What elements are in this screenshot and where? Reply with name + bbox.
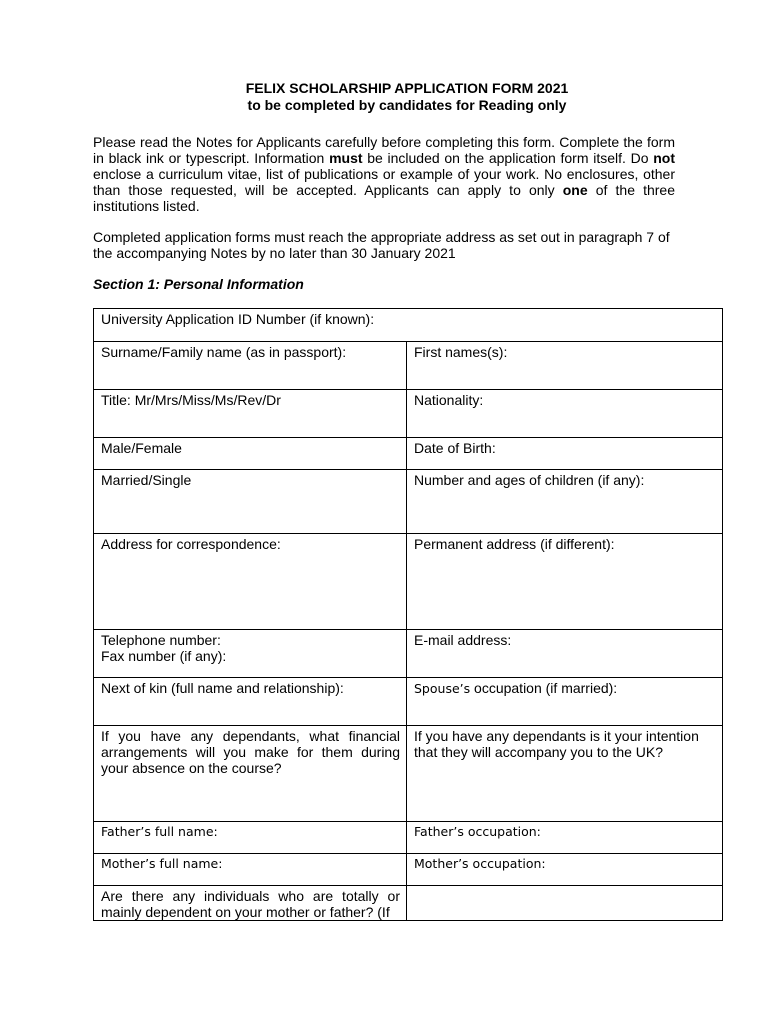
dependants-accompany-field[interactable]: If you have any dependants is it your intention that they will accompany you to the UK? [407, 726, 723, 822]
intro-text-4: of the three institutions listed. [93, 182, 676, 214]
first-names-field[interactable]: First names(s): [407, 342, 723, 390]
intro-text-1: Please read the Notes for Applicants carefully before completing this form. Complete the form in black ink or typescript. Information [93, 134, 675, 166]
title-line-1: FELIX SCHOLARSHIP APPLICATION FORM 2021 [245, 80, 569, 96]
title-field[interactable]: Title: Mr/Mrs/Miss/Ms/Rev/Dr [94, 390, 407, 438]
intro-text-2: be included on the application form itself. Do [362, 150, 654, 166]
spouse-occupation-label: occupation (if married): [470, 680, 618, 696]
gender-field[interactable]: Male/Female [94, 438, 407, 470]
marital-status-field[interactable]: Married/Single [94, 470, 407, 534]
nationality-field[interactable]: Nationality: [407, 390, 723, 438]
intro-not: not [653, 150, 675, 166]
intro-one: one [562, 182, 588, 198]
mother-name-field[interactable]: Mother’s full name: [94, 854, 407, 886]
form-title [93, 80, 721, 114]
surname-field[interactable]: Surname/Family name (as in passport): [94, 342, 407, 390]
section-heading: Section 1: Personal Information [93, 276, 304, 292]
instructions-paragraph [93, 134, 675, 214]
fax-label: Fax number (if any): [101, 648, 227, 664]
next-of-kin-field[interactable]: Next of kin (full name and relationship): [94, 678, 407, 726]
father-occupation-field[interactable]: Father’s occupation: [407, 822, 723, 854]
deadline-paragraph: Completed application forms must reach the appropriate address as set out in paragraph 7 of the accompanying Notes by no later than 30 January 2021 [93, 229, 670, 261]
children-field[interactable]: Number and ages of children (if any): [407, 470, 723, 534]
telephone-label: Telephone number: [101, 632, 221, 648]
permanent-address-field[interactable]: Permanent address (if different): [407, 534, 723, 630]
mother-occupation-field[interactable]: Mother’s occupation: [407, 854, 723, 886]
date-of-birth-field[interactable]: Date of Birth: [407, 438, 723, 470]
dependent-parents-answer[interactable] [407, 886, 723, 921]
university-id-field[interactable]: University Application ID Number (if known): [94, 309, 723, 342]
dependants-financial-field[interactable]: If you have any dependants, what financial arrangements will you make for them during your absence on the course? [94, 726, 407, 822]
personal-information-table [93, 308, 723, 921]
dependent-parents-question[interactable]: Are there any individuals who are totally or mainly dependent on your mother or father? (If [94, 886, 407, 921]
spouse-occupation-field[interactable] [407, 678, 723, 726]
title-line-2: to be completed by candidates for Reading only [247, 97, 567, 113]
email-field[interactable]: E-mail address: [407, 630, 723, 678]
intro-must: must [329, 150, 363, 166]
telephone-fax-field[interactable] [94, 630, 407, 678]
intro-text-3: enclose a curriculum vitae, list of publications or example of your work. No enclosures, other than those requested, will be accepted. Applicants can apply to only [93, 166, 675, 198]
spouse-label: Spouse’s [414, 681, 471, 696]
correspondence-address-field[interactable]: Address for correspondence: [94, 534, 407, 630]
father-name-field[interactable]: Father’s full name: [94, 822, 407, 854]
